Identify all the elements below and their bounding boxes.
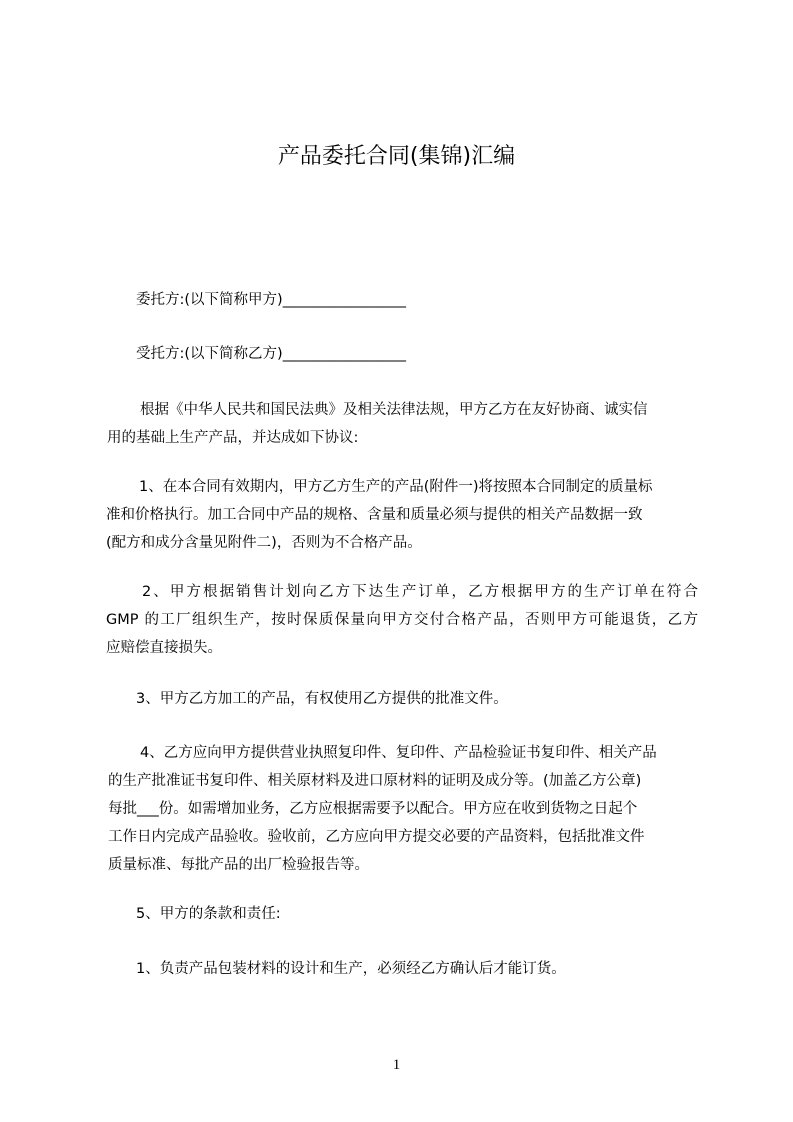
clause-2-paragraph [106, 578, 698, 662]
clause-4-paragraph [108, 739, 657, 879]
preamble-line: 根据《中华人民共和国民法典》及相关法律法规，甲方乙方在友好协商、诚实信 [140, 402, 648, 418]
clause-1-line: (配方和成分含量见附件二)，否则为不合格产品。 [106, 535, 422, 551]
clause-4-line: 质量标准、每批产品的出厂检验报告等。 [108, 857, 369, 873]
page-number: 1 [392, 1057, 401, 1073]
clause-5-heading: 5、甲方的条款和责任: [136, 906, 281, 922]
clause-2-line: 2、甲方根据销售计划向乙方下达生产订单，乙方根据甲方的生产订单在符合 [142, 584, 698, 600]
clause-1-paragraph [106, 473, 653, 557]
clause-2-line: 应赔偿直接损失。 [106, 640, 222, 656]
document-title: 产品委托合同(集锦)汇编 [277, 144, 516, 169]
preamble-line: 用的基础上生产产品，并达成如下协议: [107, 430, 359, 446]
clause-2-line: GMP 的工厂组织生产，按时保质保量向甲方交付合格产品，否则甲方可能退货，乙方 [106, 612, 698, 628]
clause-4-line: 工作日内完成产品验收。验收前，乙方应向甲方提交必要的产品资料，包括批准文件 [108, 829, 645, 845]
client-party-line: 委托方:(以下简称甲方)_________________ [136, 292, 406, 308]
clause-1-line: 准和价格执行。加工合同中产品的规格、含量和质量必须与提供的相关产品数据一致 [106, 507, 643, 523]
contractor-party-line: 受托方:(以下简称乙方)_________________ [136, 346, 406, 362]
clause-4-line: 4、乙方应向甲方提供营业执照复印件、复印件、产品检验证书复印件、相关产品 [140, 745, 657, 761]
clause-1-line: 1、在本合同有效期内，甲方乙方生产的产品(附件一)将按照本合同制定的质量标 [139, 479, 653, 495]
clause-3-paragraph: 3、甲方乙方加工的产品，有权使用乙方提供的批准文件。 [136, 691, 508, 707]
clause-4-line: 的生产批准证书复印件、相关原材料及进口原材料的证明及成分等。(加盖乙方公章) [108, 773, 642, 789]
clause-4-line: 每批___份。如需增加业务，乙方应根据需要予以配合。甲方应在收到货物之日起个 [108, 801, 638, 817]
clause-5-item-1: 1、负责产品包装材料的设计和生产，必须经乙方确认后才能订货。 [136, 961, 566, 977]
preamble-paragraph [107, 396, 648, 452]
